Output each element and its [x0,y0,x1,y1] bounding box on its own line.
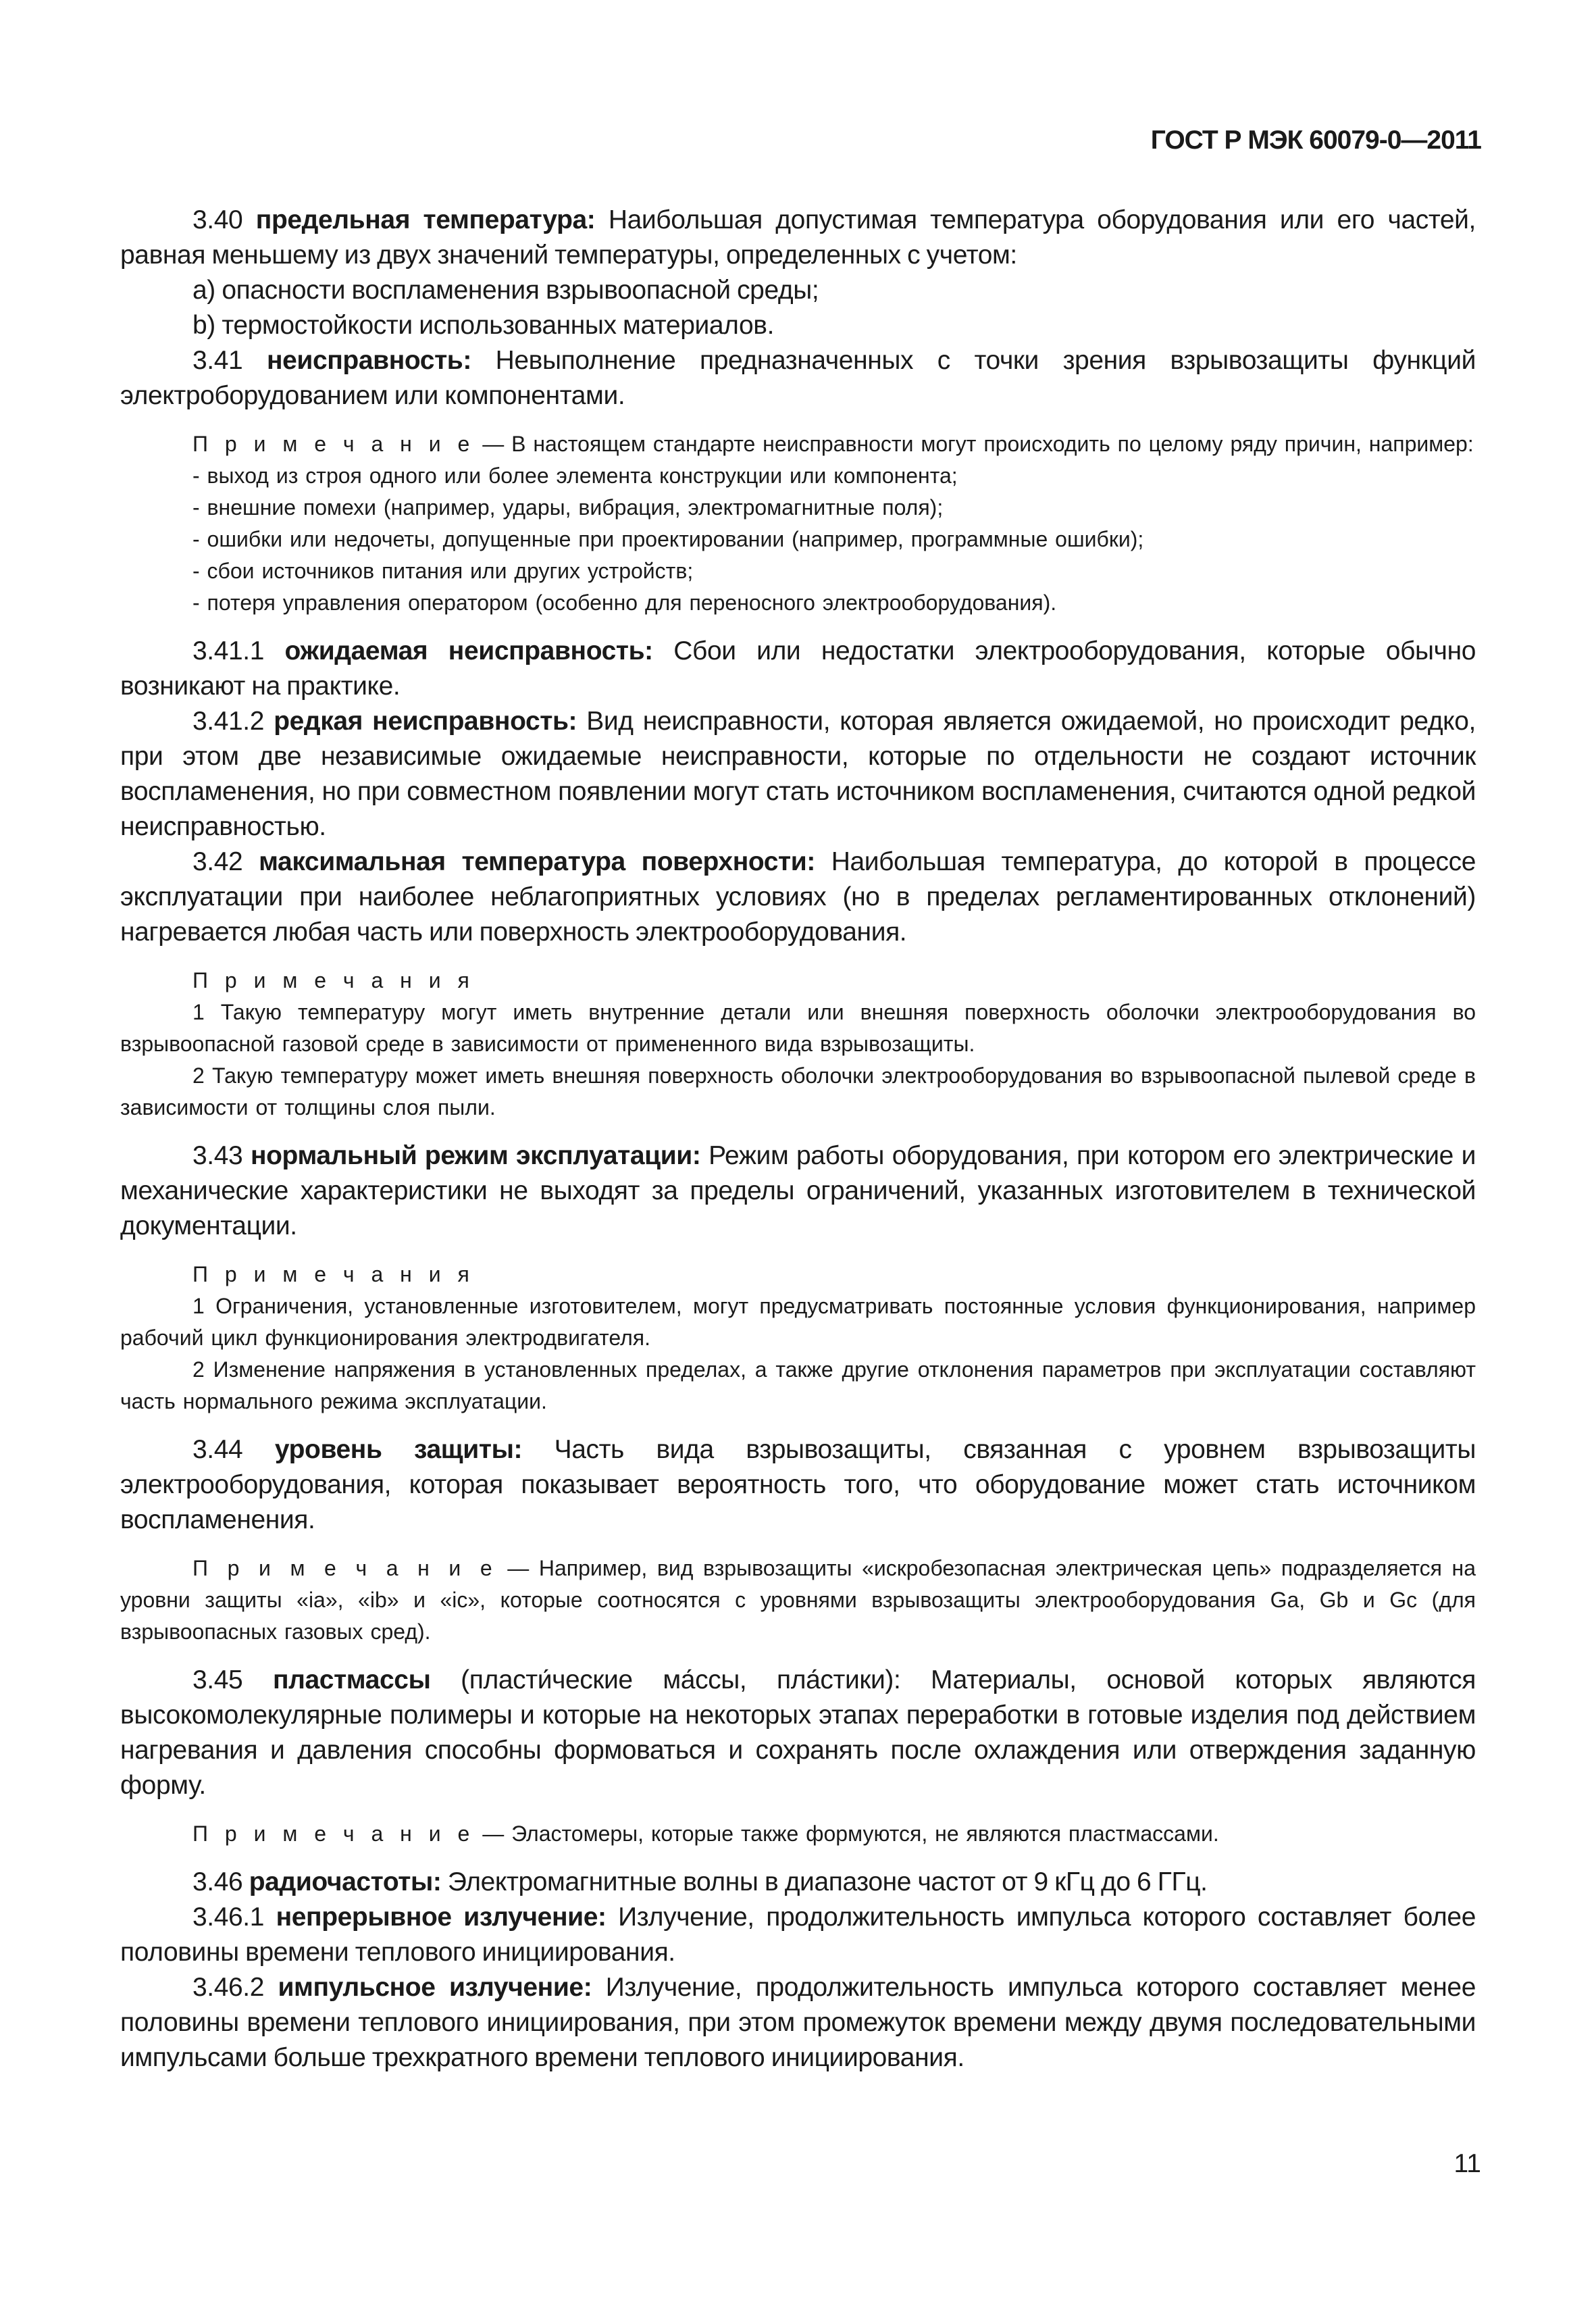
clause-number: 3.46.2 [192,1973,265,2002]
clause-3-41-1 [120,634,1476,704]
note-text: — Например, вид взрывозащиты «искробезопасная электрическая цепь» подразделяется на уровни защиты «ia», «ib» и «ic», которые соотносятся с уровнями взрывозащиты электрооборудования Ga, Gb и Gc (для взрывоопасных газовых сред). [120,1556,1476,1644]
note-label: П р и м е ч а н и е [192,1556,498,1580]
clause-term: ожидаемая неисправность: [284,636,653,665]
clause-text: Наибольшая допустимая температура оборудования или его частей, равная меньшему из двух значений температуры, определенных с учетом: [120,205,1476,270]
note-text: — В настоящем стандарте неисправности могут происходить по целому ряду причин, например: [475,432,1474,456]
note-bullet: - выход из строя одного или более элемента конструкции или компонента; [192,463,958,488]
note-3-43-1: 1 Ограничения, установленные изготовителем, могут предусматривать постоянные условия функционирования, например рабочий цикл функционирования электродвигателя. [120,1294,1476,1350]
clause-text: Излучение, продолжительность импульса которого составляет менее половины времени теплового инициирования, при этом промежуток времени между двумя последовательными импульсами больше трехкратного времени теплового инициирования. [120,1973,1476,2072]
clause-3-46-2 [120,1970,1476,2076]
clause-number: 3.41 [192,346,243,375]
clause-3-44 [120,1432,1476,1538]
clause-3-41-2 [120,704,1476,845]
clause-term: импульсное излучение: [278,1973,592,2002]
clause-text: Наибольшая температура, до которой в процессе эксплуатации при наиболее неблагоприятных условиях (но в пределах регламентированных отклонений) нагревается любая часть или поверхность электрооборудования. [120,847,1476,947]
clause-number: 3.43 [192,1141,243,1170]
clause-number: 3.46.1 [192,1903,265,1932]
clause-term: редкая неисправность: [274,707,577,736]
note-bullet: - внешние помехи (например, удары, вибрация, электромагнитные поля); [192,495,944,520]
clause-text: Излучение, продолжительность импульса которого составляет более половины времени теплового инициирования. [120,1903,1476,1967]
clause-number: 3.44 [192,1435,243,1464]
clause-text: Сбои или недостатки электрооборудования, которые обычно возникают на практике. [120,636,1476,701]
note-label: П р и м е ч а н и е [192,432,475,456]
clause-3-45 [120,1663,1476,1803]
clause-number: 3.41.2 [192,707,265,736]
clause-3-46 [120,1865,1476,1900]
clause-3-46-1 [120,1900,1476,1970]
note-3-43-2: 2 Изменение напряжения в установленных пределах, а также другие отклонения параметров при эксплуатации составляют часть нормального режима эксплуатации. [120,1357,1476,1413]
clause-text: (пласти́ческие ма́ссы, пла́стики): Материалы, основой которых являются высокомолекулярные полимеры и которые на некоторых этапах переработки в готовые изделия под действием нагревания и давления способны формоваться и сохранять после охлаждения или отверждения заданную форму. [120,1665,1476,1800]
clause-term: пластмассы [272,1665,431,1694]
clause-number: 3.40 [192,205,243,234]
clause-term: неисправность: [266,346,471,375]
clause-3-40-item-a: a) опасности воспламенения взрывоопасной среды; [192,276,819,305]
document-code-header: ГОСТ Р МЭК 60079-0—2011 [1150,126,1481,155]
clause-3-42 [120,845,1476,950]
notes-label: П р и м е ч а н и я [192,1262,475,1286]
clause-text: Вид неисправности, которая является ожидаемой, но происходит редко, при этом две независимые ожидаемые неисправности, которые по отдельности не создают источник воспламенения, но при совместном появлении могут стать источником воспламенения, считаются одной редкой неисправностью. [120,707,1476,841]
clause-number: 3.41.1 [192,636,265,665]
note-3-41 [120,428,1476,460]
page-content [120,203,1476,2076]
note-3-42-1: 1 Такую температуру могут иметь внутренние детали или внешняя поверхность оболочки электрооборудования во взрывоопасной газовой среде в зависимости от примененного вида взрывозащиты. [120,1000,1476,1056]
clause-term: предельная температура: [255,205,596,234]
clause-term: радиочастоты: [249,1867,442,1896]
note-3-45 [120,1818,1476,1850]
clause-3-40-item-b: b) термостойкости использованных материалов. [192,311,775,340]
notes-3-42-label [120,965,1476,997]
clause-term: нормальный режим эксплуатации: [250,1141,701,1170]
clause-3-41 [120,343,1476,413]
note-label: П р и м е ч а н и е [192,1821,475,1846]
clause-term: непрерывное излучение: [276,1903,607,1932]
clause-text: Невыполнение предназначенных с точки зрения взрывозащиты функций электроборудованием или компонентами. [120,346,1476,410]
note-bullet: - потеря управления оператором (особенно для переносного электрооборудования). [192,590,1057,615]
notes-label: П р и м е ч а н и я [192,968,475,992]
note-bullet: - ошибки или недочеты, допущенные при проектировании (например, программные ошибки); [192,527,1144,551]
note-3-44 [120,1553,1476,1648]
clause-text: Режим работы оборудования, при котором его электрические и механические характеристики не выходят за пределы ограничений, указанных изготовителем в технической документации. [120,1141,1476,1240]
page-number: 11 [1453,2149,1481,2178]
clause-number: 3.42 [192,847,243,876]
note-3-42-2: 2 Такую температуру может иметь внешняя поверхность оболочки электрооборудования во взрывоопасной пылевой среде в зависимости от толщины слоя пыли. [120,1063,1476,1120]
clause-3-40 [120,203,1476,273]
clause-term: уровень защиты: [274,1435,523,1464]
note-text: — Эластомеры, которые также формуются, не являются пластмассами. [475,1821,1219,1846]
clause-number: 3.46 [192,1867,243,1896]
clause-number: 3.45 [192,1665,243,1694]
notes-3-43-label [120,1259,1476,1290]
clause-text: Часть вида взрывозащиты, связанная с уровнем взрывозащиты электрооборудования, которая показывает вероятность того, что оборудование может стать источником воспламенения. [120,1435,1476,1534]
clause-term: максимальная температура поверхности: [259,847,815,876]
note-bullet: - сбои источников питания или других устройств; [192,559,694,583]
clause-3-43 [120,1138,1476,1244]
clause-text: Электромагнитные волны в диапазоне частот от 9 кГц до 6 ГГц. [441,1867,1208,1896]
